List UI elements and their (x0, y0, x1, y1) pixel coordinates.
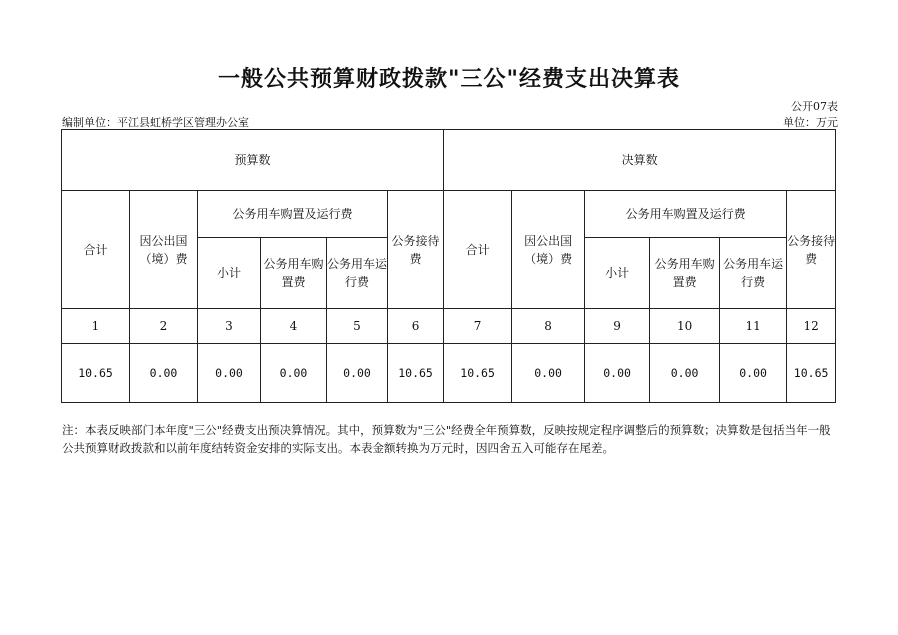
column-number: 9 (585, 309, 650, 344)
currency-unit: 单位：万元 (783, 116, 838, 129)
final-reception-header: 公务接待费 (787, 191, 836, 309)
compiling-unit: 编制单位：平江县虹桥学区管理办公室 (62, 116, 249, 129)
budget-vehicle-header: 公务用车购置及运行费 (198, 191, 388, 238)
budget-abroad-header: 因公出国（境）费 (130, 191, 198, 309)
value-cell: 0.00 (130, 344, 198, 403)
header-row-categories (62, 191, 836, 238)
value-cell: 10.65 (62, 344, 130, 403)
column-number: 3 (198, 309, 261, 344)
final-vehicle-purchase-header: 公务用车购置费 (650, 238, 720, 309)
value-cell: 0.00 (585, 344, 650, 403)
final-vehicle-header: 公务用车购置及运行费 (585, 191, 787, 238)
budget-header: 预算数 (62, 130, 444, 191)
value-cell: 10.65 (787, 344, 836, 403)
footnote: 注：本表反映部门本年度"三公"经费支出预决算情况。其中，预算数为"三公"经费全年预算数，反映按规定程序调整后的预算数；决算数是包括当年一般公共预算财政拨款和以前年度结转资金安排的实际支出。本表金额转换为万元时，因四舍五入可能存在尾差。 (62, 423, 831, 455)
final-vehicle-operation-header: 公务用车运行费 (720, 238, 787, 309)
budget-total-header: 合计 (62, 191, 130, 309)
column-number: 11 (720, 309, 787, 344)
column-number: 10 (650, 309, 720, 344)
form-number: 公开07表 (791, 100, 838, 113)
budget-vehicle-operation-header: 公务用车运行费 (327, 238, 388, 309)
column-number: 5 (327, 309, 388, 344)
value-cell: 0.00 (720, 344, 787, 403)
value-cell: 10.65 (388, 344, 444, 403)
column-number: 7 (444, 309, 512, 344)
value-cell: 0.00 (512, 344, 585, 403)
final-subtotal-header: 小计 (585, 238, 650, 309)
column-number: 1 (62, 309, 130, 344)
value-cell: 10.65 (444, 344, 512, 403)
value-cell: 0.00 (327, 344, 388, 403)
header-row-groups (62, 130, 836, 191)
value-row (62, 344, 836, 403)
page-title: 一般公共预算财政拨款"三公"经费支出决算表 (218, 66, 680, 92)
value-cell: 0.00 (198, 344, 261, 403)
column-number-row (62, 309, 836, 344)
final-abroad-header: 因公出国（境）费 (512, 191, 585, 309)
budget-vehicle-purchase-header: 公务用车购置费 (261, 238, 327, 309)
column-number: 12 (787, 309, 836, 344)
final-header: 决算数 (444, 130, 836, 191)
value-cell: 0.00 (650, 344, 720, 403)
expenditure-table (61, 129, 836, 403)
column-number: 4 (261, 309, 327, 344)
budget-subtotal-header: 小计 (198, 238, 261, 309)
value-cell: 0.00 (261, 344, 327, 403)
budget-reception-header: 公务接待费 (388, 191, 444, 309)
column-number: 8 (512, 309, 585, 344)
column-number: 6 (388, 309, 444, 344)
final-total-header: 合计 (444, 191, 512, 309)
column-number: 2 (130, 309, 198, 344)
